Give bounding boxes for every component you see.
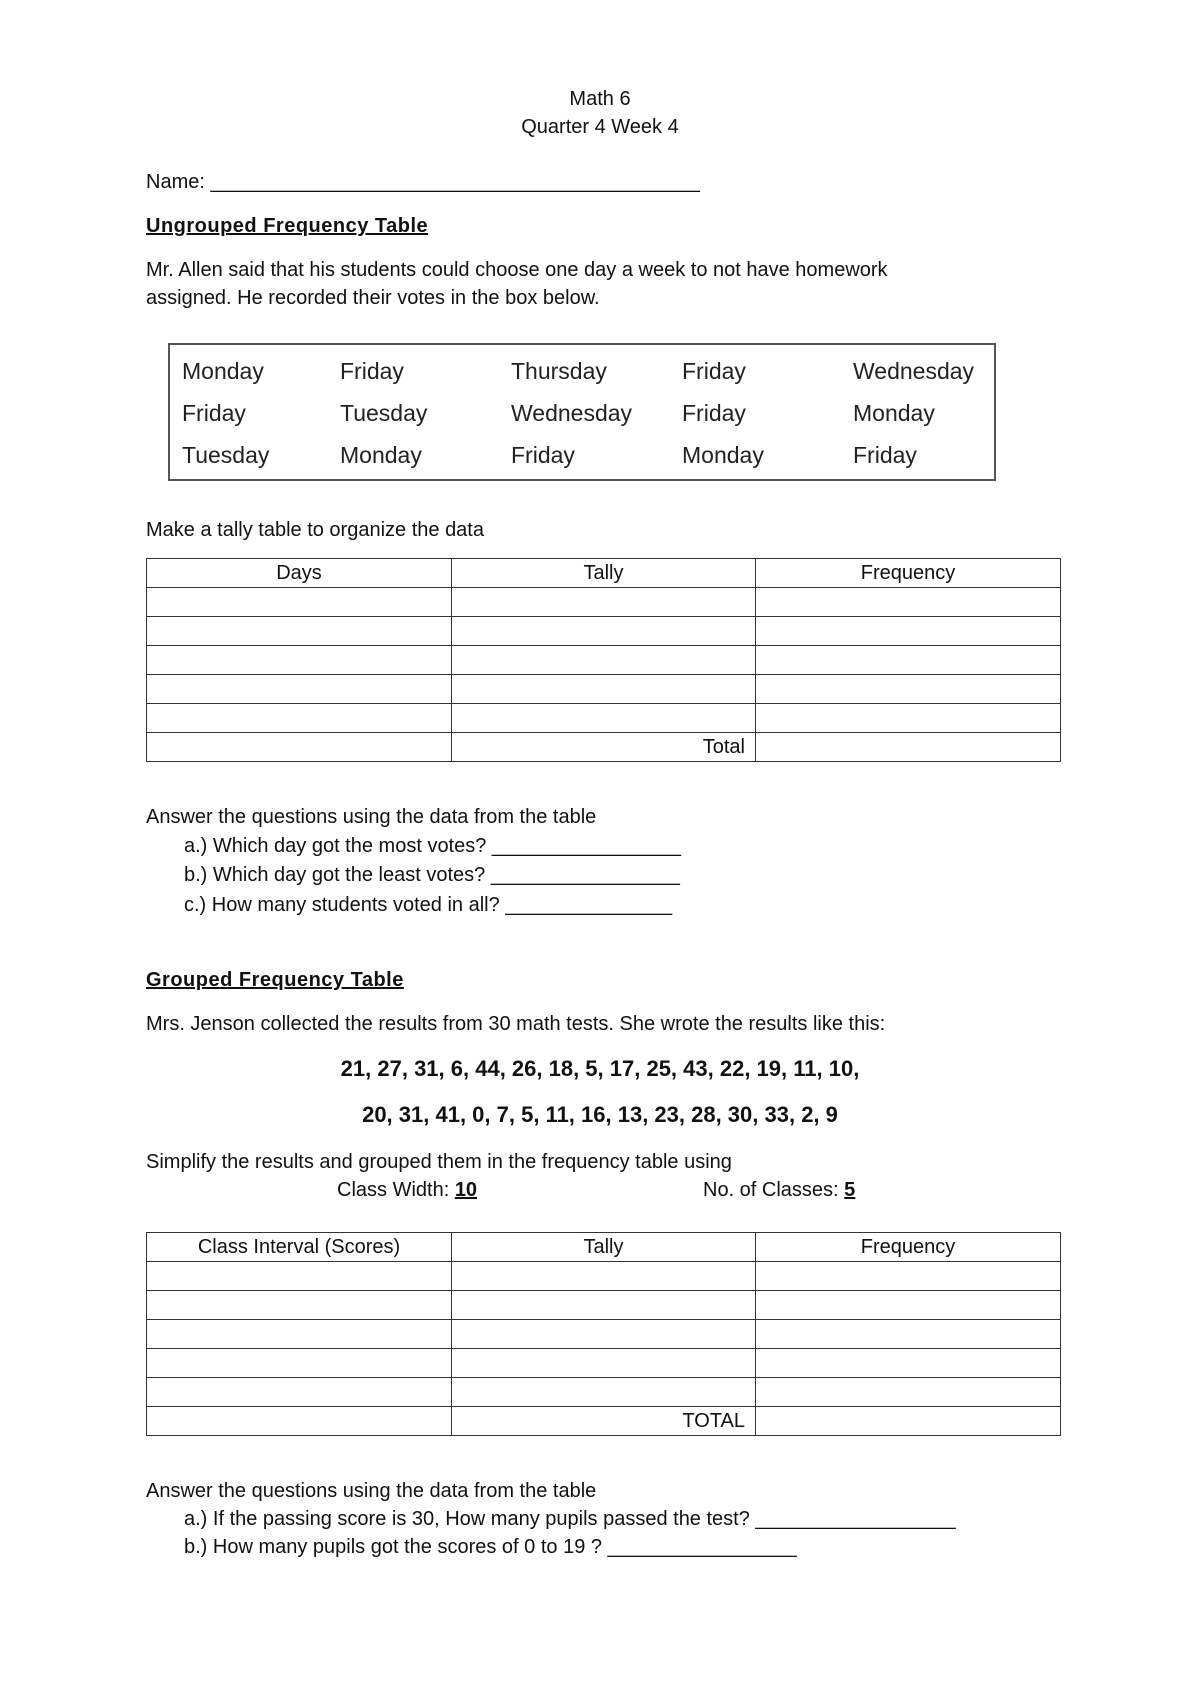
ungrouped-heading: Ungrouped Frequency Table bbox=[146, 215, 429, 237]
frequency-cell[interactable] bbox=[756, 1262, 1061, 1291]
tally-cell[interactable] bbox=[452, 588, 756, 617]
column-header-days: Days bbox=[147, 559, 452, 588]
days-cell[interactable] bbox=[147, 617, 452, 646]
question-least-votes[interactable]: b.) Which day got the least votes? _________________ bbox=[184, 864, 680, 886]
vote-item: Wednesday bbox=[853, 358, 975, 384]
days-cell[interactable] bbox=[147, 704, 452, 733]
vote-item: Monday bbox=[682, 442, 764, 468]
table-row bbox=[147, 1349, 1061, 1378]
interval-cell[interactable] bbox=[147, 1349, 452, 1378]
vote-item: Monday bbox=[340, 442, 422, 468]
frequency-cell[interactable] bbox=[756, 704, 1061, 733]
classes-value: 5 bbox=[844, 1179, 856, 1201]
tally-cell[interactable] bbox=[452, 1320, 756, 1349]
table-row bbox=[147, 675, 1061, 704]
class-width bbox=[337, 1178, 477, 1202]
table-header-row bbox=[147, 1233, 1061, 1262]
days-cell bbox=[147, 733, 452, 762]
table-row bbox=[147, 1291, 1061, 1320]
days-cell[interactable] bbox=[147, 588, 452, 617]
tally-cell[interactable] bbox=[452, 704, 756, 733]
subject-title: Math 6 bbox=[569, 88, 631, 110]
tally-cell[interactable] bbox=[452, 1349, 756, 1378]
ungrouped-intro-line-2: assigned. He recorded their votes in the box below. bbox=[146, 287, 600, 309]
question-scores-0-19[interactable]: b.) How many pupils got the scores of 0 to 19 ? _________________ bbox=[184, 1536, 797, 1558]
vote-item: Thursday bbox=[511, 358, 607, 384]
total-label: TOTAL bbox=[452, 1407, 756, 1436]
vote-item: Friday bbox=[682, 358, 746, 384]
total-frequency-cell[interactable] bbox=[756, 733, 1061, 762]
interval-cell[interactable] bbox=[147, 1378, 452, 1407]
vote-item: Monday bbox=[853, 400, 935, 426]
total-row bbox=[147, 733, 1061, 762]
vote-item: Friday bbox=[182, 400, 246, 426]
questions-intro-2: Answer the questions using the data from the table bbox=[146, 1480, 597, 1502]
frequency-cell[interactable] bbox=[756, 588, 1061, 617]
total-label: Total bbox=[452, 733, 756, 762]
tally-cell[interactable] bbox=[452, 1262, 756, 1291]
scores-line-2: 20, 31, 41, 0, 7, 5, 11, 16, 13, 23, 28, 30, 33, 2, 9 bbox=[362, 1102, 838, 1127]
table-row bbox=[147, 1262, 1061, 1291]
tally-cell[interactable] bbox=[452, 1378, 756, 1407]
column-header-frequency: Frequency bbox=[756, 559, 1061, 588]
questions-intro-1: Answer the questions using the data from the table bbox=[146, 806, 597, 828]
interval-cell bbox=[147, 1407, 452, 1436]
table-row bbox=[147, 1320, 1061, 1349]
vote-item: Friday bbox=[682, 400, 746, 426]
column-header-frequency: Frequency bbox=[756, 1233, 1061, 1262]
frequency-cell[interactable] bbox=[756, 1378, 1061, 1407]
ungrouped-intro-line-1: Mr. Allen said that his students could choose one day a week to not have homework bbox=[146, 259, 888, 281]
grouped-intro: Mrs. Jenson collected the results from 30 math tests. She wrote the results like this: bbox=[146, 1013, 886, 1035]
tally-instruction: Make a tally table to organize the data bbox=[146, 519, 484, 541]
tally-cell[interactable] bbox=[452, 646, 756, 675]
interval-cell[interactable] bbox=[147, 1262, 452, 1291]
vote-item: Monday bbox=[182, 358, 264, 384]
question-passed-test[interactable]: a.) If the passing score is 30, How many pupils passed the test? __________________ bbox=[184, 1508, 956, 1530]
vote-item: Wednesday bbox=[511, 400, 633, 426]
tally-cell[interactable] bbox=[452, 1291, 756, 1320]
ungrouped-frequency-table bbox=[146, 558, 1061, 762]
class-width-label: Class Width: bbox=[337, 1179, 455, 1201]
number-of-classes bbox=[703, 1178, 855, 1202]
class-width-value: 10 bbox=[454, 1179, 478, 1201]
name-line[interactable]: Name: ____________________________________________ bbox=[146, 171, 700, 193]
frequency-cell[interactable] bbox=[756, 1320, 1061, 1349]
scores-line-1: 21, 27, 31, 6, 44, 26, 18, 5, 17, 25, 43, 22, 19, 11, 10, bbox=[340, 1056, 860, 1081]
table-row bbox=[147, 1378, 1061, 1407]
vote-item: Friday bbox=[853, 442, 917, 468]
frequency-cell[interactable] bbox=[756, 646, 1061, 675]
table-row bbox=[147, 646, 1061, 675]
frequency-cell[interactable] bbox=[756, 1291, 1061, 1320]
vote-item: Tuesday bbox=[182, 442, 270, 468]
grouped-frequency-table bbox=[146, 1232, 1061, 1436]
tally-cell[interactable] bbox=[452, 617, 756, 646]
column-header-tally: Tally bbox=[452, 1233, 756, 1262]
classes-label: No. of Classes: bbox=[703, 1179, 845, 1201]
vote-item: Friday bbox=[340, 358, 404, 384]
tally-cell[interactable] bbox=[452, 675, 756, 704]
question-total-students[interactable]: c.) How many students voted in all? _______________ bbox=[184, 894, 673, 916]
total-frequency-cell[interactable] bbox=[756, 1407, 1061, 1436]
period-title: Quarter 4 Week 4 bbox=[521, 116, 679, 138]
vote-item: Tuesday bbox=[340, 400, 428, 426]
total-row bbox=[147, 1407, 1061, 1436]
table-row bbox=[147, 617, 1061, 646]
vote-item: Friday bbox=[511, 442, 575, 468]
votes-box bbox=[168, 343, 996, 481]
column-header-tally: Tally bbox=[452, 559, 756, 588]
frequency-cell[interactable] bbox=[756, 675, 1061, 704]
days-cell[interactable] bbox=[147, 646, 452, 675]
frequency-cell[interactable] bbox=[756, 617, 1061, 646]
interval-cell[interactable] bbox=[147, 1291, 452, 1320]
interval-cell[interactable] bbox=[147, 1320, 452, 1349]
question-most-votes[interactable]: a.) Which day got the most votes? _________________ bbox=[184, 835, 682, 857]
grouped-heading: Grouped Frequency Table bbox=[146, 969, 404, 991]
table-row bbox=[147, 588, 1061, 617]
column-header-class-interval: Class Interval (Scores) bbox=[147, 1233, 452, 1262]
days-cell[interactable] bbox=[147, 675, 452, 704]
table-row bbox=[147, 704, 1061, 733]
table-header-row bbox=[147, 559, 1061, 588]
frequency-cell[interactable] bbox=[756, 1349, 1061, 1378]
grouped-instruction: Simplify the results and grouped them in the frequency table using bbox=[146, 1151, 732, 1173]
